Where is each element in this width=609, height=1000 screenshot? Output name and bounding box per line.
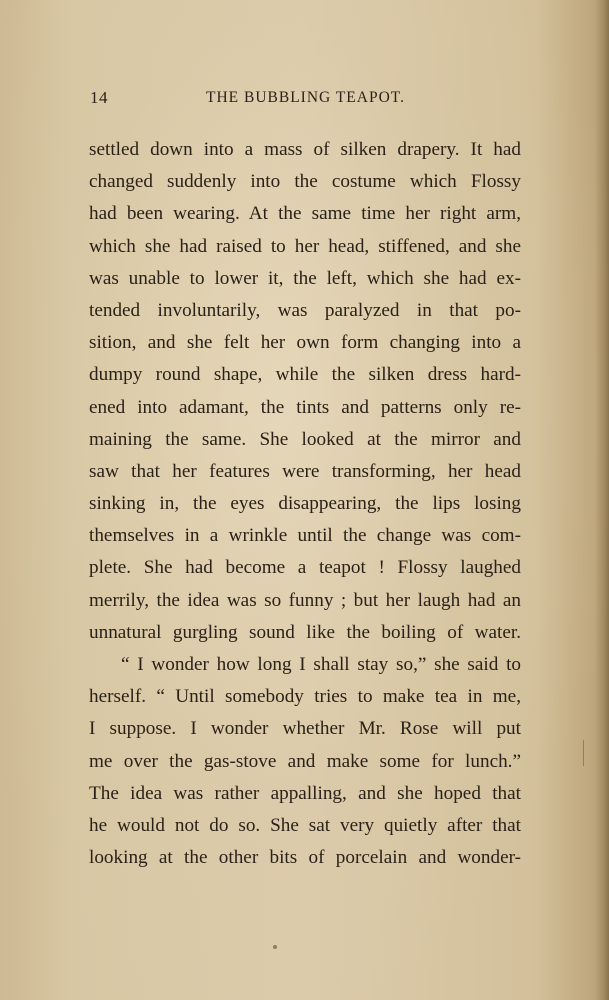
page-number: 14 xyxy=(90,88,108,107)
margin-mark xyxy=(583,740,584,766)
text-line: which she had raised to her head, stiffened, and she xyxy=(89,235,521,257)
paragraph-first-line: “ I wonder how long I shall stay so,” she said to xyxy=(121,654,521,675)
ink-speck xyxy=(273,945,277,949)
text-line: dumpy round shape, while the silken dress hard- xyxy=(89,364,521,386)
text-line: looking at the other bits of porcelain and wonder- xyxy=(89,847,521,869)
text-line: changed suddenly into the costume which Flossy xyxy=(89,171,521,193)
text-line: tended involuntarily, was paralyzed in that po- xyxy=(89,299,521,321)
text-line: themselves in a wrinkle until the change was com- xyxy=(89,525,521,547)
text-line: unnatural gurgling sound like the boiling of water. xyxy=(89,621,521,643)
text-line: sinking in, the eyes disappearing, the lips losing xyxy=(89,493,521,515)
running-head: THE BUBBLING TEAPOT. xyxy=(206,89,405,106)
text-line: had been wearing. At the same time her right arm, xyxy=(89,203,521,225)
text-line: settled down into a mass of silken drapery. It had xyxy=(89,139,521,160)
text-line: ened into adamant, the tints and patterns only re- xyxy=(89,396,521,418)
text-line: The idea was rather appalling, and she hoped that xyxy=(89,782,521,804)
text-line: herself. “ Until somebody tries to make tea in me, xyxy=(89,686,521,708)
text-line: merrily, the idea was so funny ; but her laugh had an xyxy=(89,589,521,611)
body-text xyxy=(89,134,521,874)
page-header xyxy=(0,88,609,112)
text-line: sition, and she felt her own form changing into a xyxy=(89,332,521,354)
text-line: me over the gas-stove and make some for lunch.” xyxy=(89,750,521,772)
text-line: was unable to lower it, the left, which she had ex- xyxy=(89,267,521,289)
page-edge-shadow xyxy=(595,0,609,1000)
text-line: I suppose. I wonder whether Mr. Rose will put xyxy=(89,718,521,740)
text-line: saw that her features were transforming, her head xyxy=(89,460,521,482)
text-line: maining the same. She looked at the mirror and xyxy=(89,428,521,450)
text-line: he would not do so. She sat very quietly after that xyxy=(89,814,521,836)
text-line: plete. She had become a teapot ! Flossy laughed xyxy=(89,557,521,579)
